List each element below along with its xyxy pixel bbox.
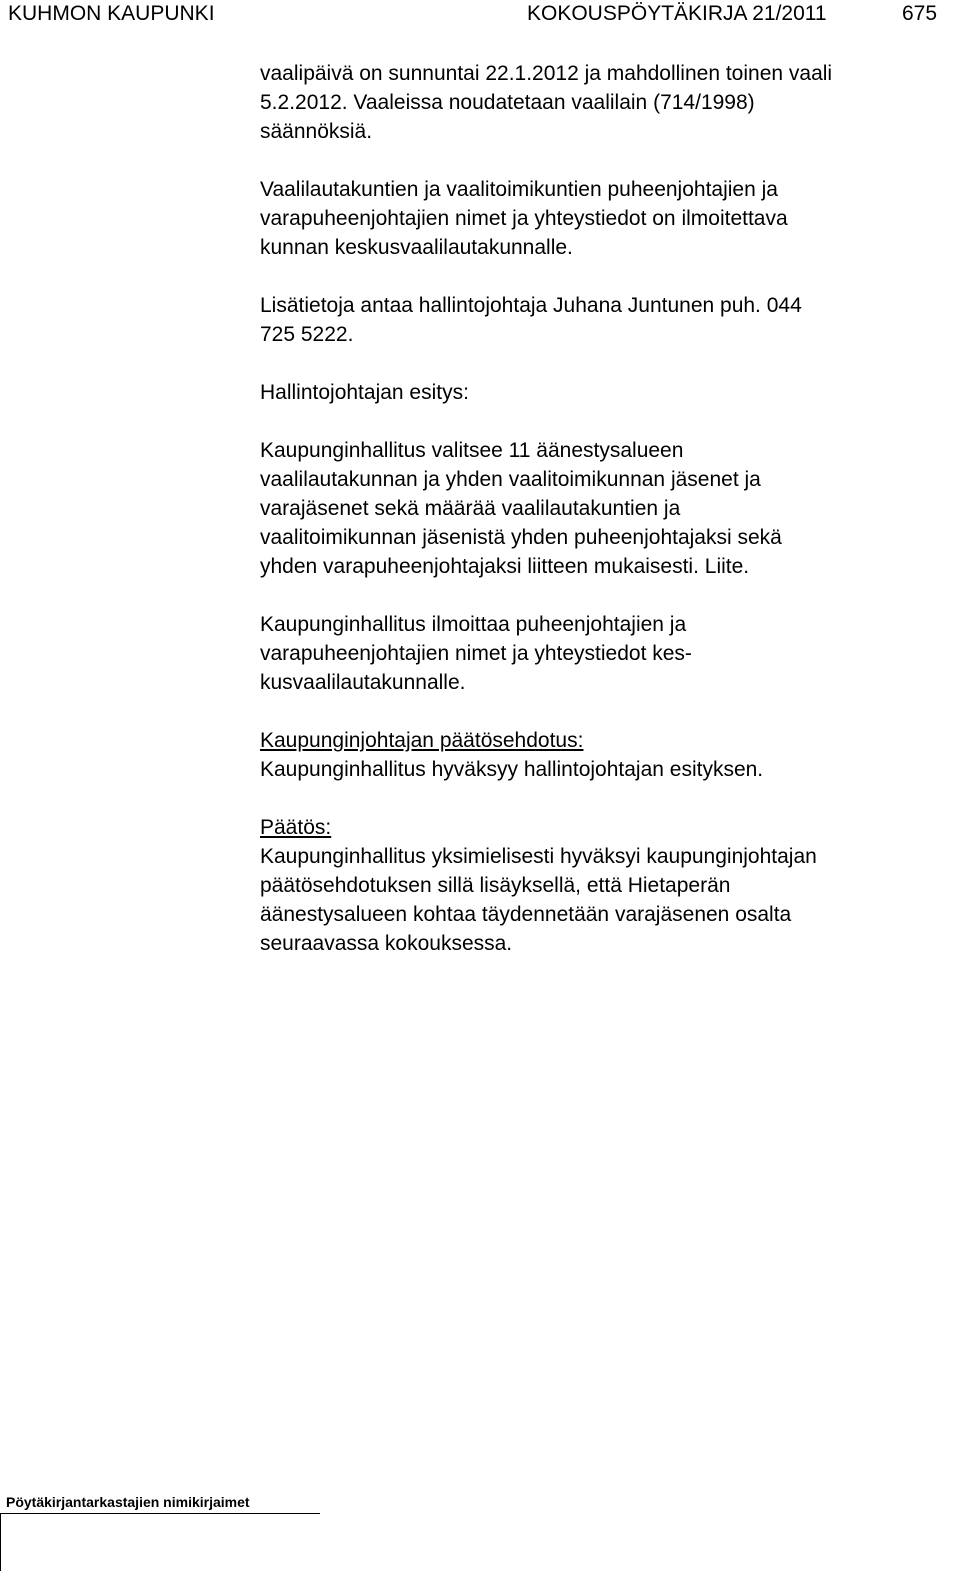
paragraph-proposal-appointments [260,436,950,581]
text-line: säännöksiä. [260,120,373,143]
text-line: Kaupunginhallitus yksimielisesti hyväksyi kaupunginjohtajan [260,845,817,868]
text-line: 5.2.2012. Vaaleissa noudatetaan vaalilain (714/1998) [260,91,755,114]
paragraph-election-dates [260,59,950,146]
signature-label: Pöytäkirjantarkastajien nimikirjaimet [6,1494,250,1510]
page-header [0,0,960,30]
text-line: Kaupunginhallitus valitsee 11 äänestysalueen [260,439,684,462]
document-title: KOKOUSPÖYTÄKIRJA 21/2011 [527,2,827,25]
paragraph-contact-info [260,291,950,349]
text-line: 725 5222. [260,323,354,346]
proposal-heading: Hallintojohtajan esitys: [260,381,469,404]
signature-box-edge [0,1513,1,1571]
mayor-proposal-heading [260,726,950,755]
text-line: varapuheenjohtajien nimet ja yhteystiedot on ilmoitettava [260,207,788,230]
document-body [260,59,950,958]
text-line: äänestysalueen kohtaa täydennetään varajäsenen osalta [260,903,792,926]
decision-heading [260,813,950,842]
text-line: Vaalilautakuntien ja vaalitoimikuntien puheenjohtajien ja [260,178,778,201]
mayor-proposal-text: Kaupunginhallitus hyväksyy hallintojohtajan esityksen. [260,758,764,781]
text-line: varajäsenet sekä määrää vaalilautakuntien ja [260,497,681,520]
paragraph-proposal-notification [260,610,950,697]
text-line: vaalilautakunnan ja yhden vaalitoimikunnan jäsenet ja [260,468,761,491]
paragraph-decision [260,842,950,958]
signature-divider [0,1513,320,1514]
text-line: vaalipäivä on sunnuntai 22.1.2012 ja mahdollinen toinen vaali [260,62,833,85]
text-line: vaalitoimikunnan jäsenistä yhden puheenjohtajaksi sekä [260,526,782,549]
text-line: varapuheenjohtajien nimet ja yhteystiedot kes- [260,642,692,665]
text-line: seuraavassa kokouksessa. [260,932,513,955]
mayor-heading-text: Kaupunginjohtajan päätösehdotus: [260,729,584,752]
signature-box [0,1491,320,1571]
text-line: yhden varapuheenjohtajaksi liitteen mukaisesti. Liite. [260,555,750,578]
page-number: 675 [902,2,938,25]
text-line: Kaupunginhallitus ilmoittaa puheenjohtajien ja [260,613,687,636]
text-line: kunnan keskusvaalilautakunnalle. [260,236,573,259]
organization-name: KUHMON KAUPUNKI [8,2,215,25]
paragraph-chairs-notice [260,175,950,262]
decision-heading-text: Päätös: [260,816,332,839]
text-line: Lisätietoja antaa hallintojohtaja Juhana Juntunen puh. 044 [260,294,802,317]
text-line: päätösehdotuksen sillä lisäyksellä, että Hietaperän [260,874,731,897]
text-line: kusvaalilautakunnalle. [260,671,466,694]
